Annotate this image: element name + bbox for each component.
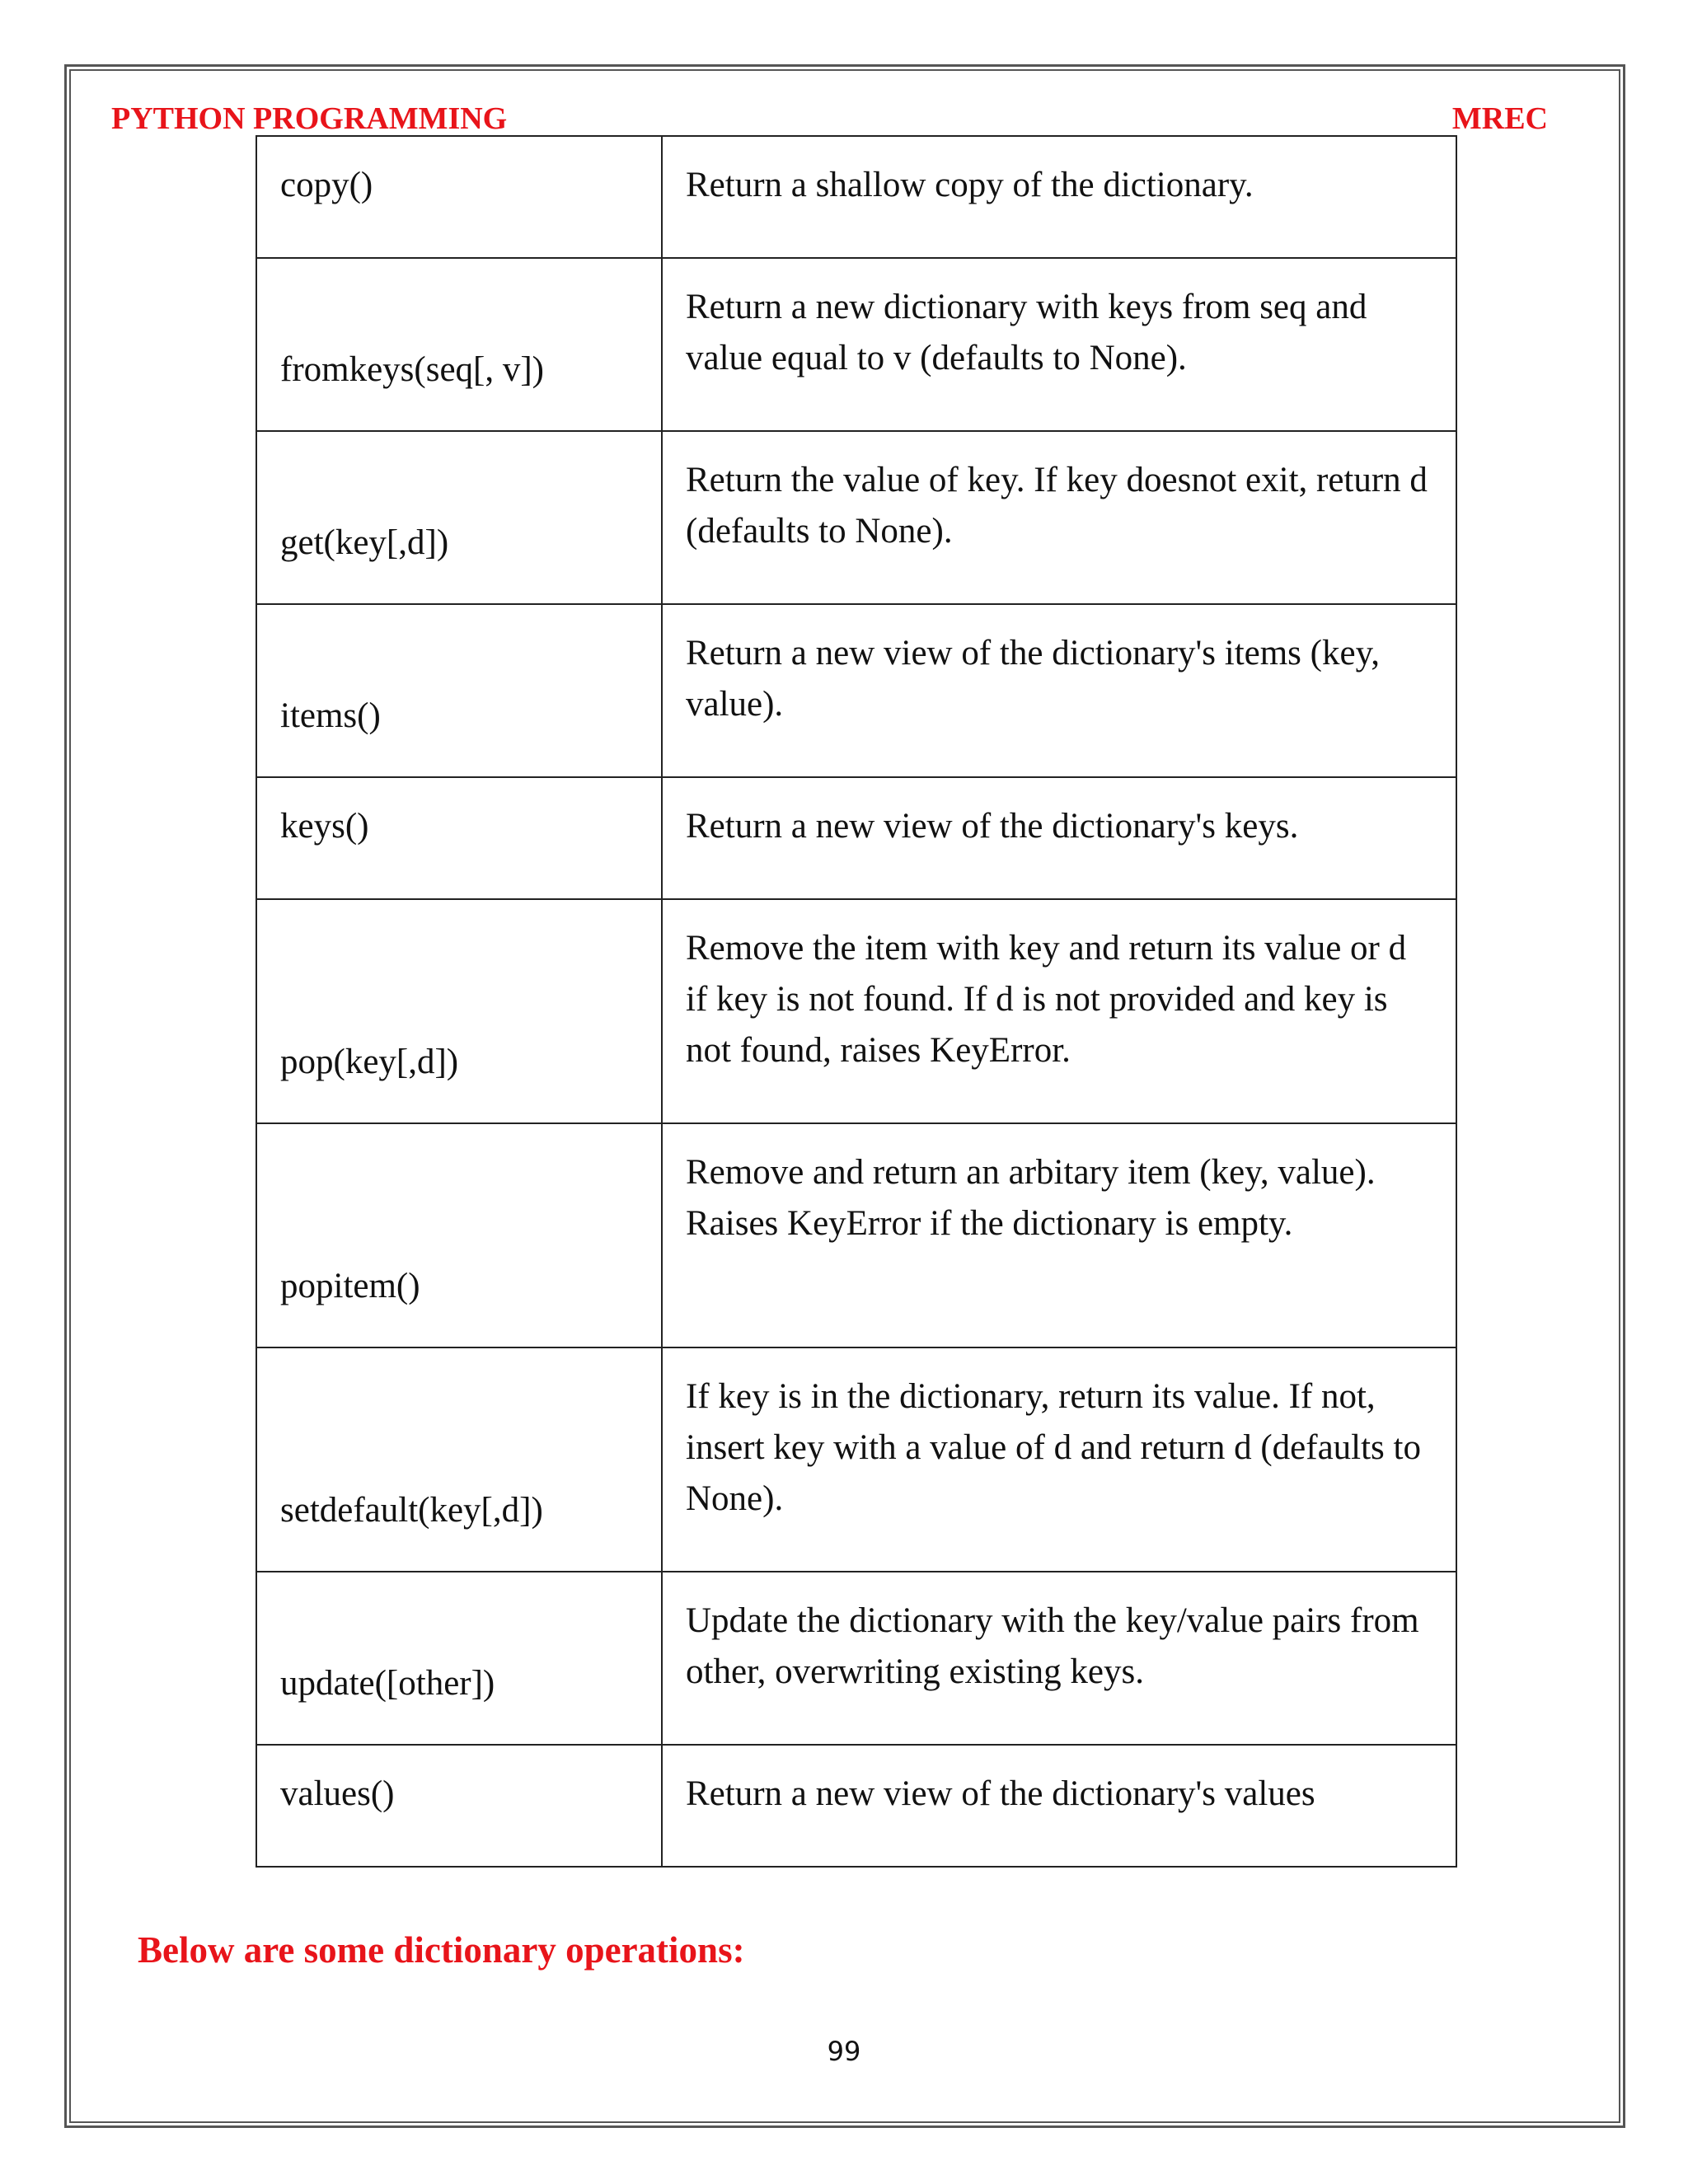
table-row: [256, 1745, 1456, 1867]
method-description: Return a new dictionary with keys from seq and value equal to v (defaults to None).: [686, 288, 1367, 377]
method-name: update([other]): [280, 1664, 495, 1703]
table-row: [256, 431, 1456, 604]
method-cell: [256, 1123, 662, 1347]
description-cell: [662, 1123, 1456, 1347]
description-cell: [662, 258, 1456, 431]
method-description: Return a new view of the dictionary's keys.: [686, 807, 1299, 846]
method-cell: [256, 258, 662, 431]
method-cell: [256, 604, 662, 777]
method-description: Return a shallow copy of the dictionary.: [686, 166, 1254, 204]
method-name: keys(): [280, 807, 369, 846]
description-cell: [662, 431, 1456, 604]
method-description: Remove and return an arbitary item (key, value). Raises KeyError if the dictionary is empty.: [686, 1153, 1376, 1243]
method-description: Return a new view of the dictionary's items (key, value).: [686, 634, 1381, 724]
method-name: fromkeys(seq[, v]): [280, 350, 545, 389]
method-description: Return the value of key. If key doesnot exit, return d (defaults to None).: [686, 461, 1428, 551]
table-row: [256, 899, 1456, 1123]
method-name: values(): [280, 1774, 395, 1813]
description-cell: [662, 136, 1456, 258]
table-row: [256, 1572, 1456, 1745]
method-name: get(key[,d]): [280, 523, 449, 562]
description-cell: [662, 604, 1456, 777]
table-row: [256, 1123, 1456, 1347]
method-description: Return a new view of the dictionary's values: [686, 1774, 1315, 1813]
method-cell: [256, 777, 662, 899]
table-row: [256, 258, 1456, 431]
method-cell: [256, 431, 662, 604]
method-description: Update the dictionary with the key/value pairs from other, overwriting existing keys.: [686, 1601, 1419, 1691]
method-name: pop(key[,d]): [280, 1043, 459, 1081]
method-name: copy(): [280, 166, 373, 204]
method-description: If key is in the dictionary, return its value. If not, insert key with a value of d and return d (defaults to None).: [686, 1377, 1421, 1518]
method-cell: [256, 1572, 662, 1745]
description-cell: [662, 1572, 1456, 1745]
page-number: 99: [827, 2036, 861, 2067]
table-row: [256, 1347, 1456, 1572]
table-row: [256, 604, 1456, 777]
table-row: [256, 136, 1456, 258]
running-header-institution: MREC: [1451, 101, 1548, 136]
method-name: popitem(): [280, 1267, 420, 1305]
method-cell: [256, 1745, 662, 1867]
dictionary-methods-table: [256, 135, 1457, 1868]
method-name: items(): [280, 696, 381, 735]
method-cell: [256, 899, 662, 1123]
running-header-title: PYTHON PROGRAMMING: [111, 101, 508, 136]
method-description: Remove the item with key and return its value or d if key is not found. If d is not provided and key is not found, raises KeyError.: [686, 929, 1407, 1070]
description-cell: [662, 1745, 1456, 1867]
table-row: [256, 777, 1456, 899]
section-heading: Below are some dictionary operations:: [138, 1929, 745, 1971]
description-cell: [662, 1347, 1456, 1572]
method-cell: [256, 136, 662, 258]
method-cell: [256, 1347, 662, 1572]
description-cell: [662, 777, 1456, 899]
method-name: setdefault(key[,d]): [280, 1491, 543, 1530]
description-cell: [662, 899, 1456, 1123]
